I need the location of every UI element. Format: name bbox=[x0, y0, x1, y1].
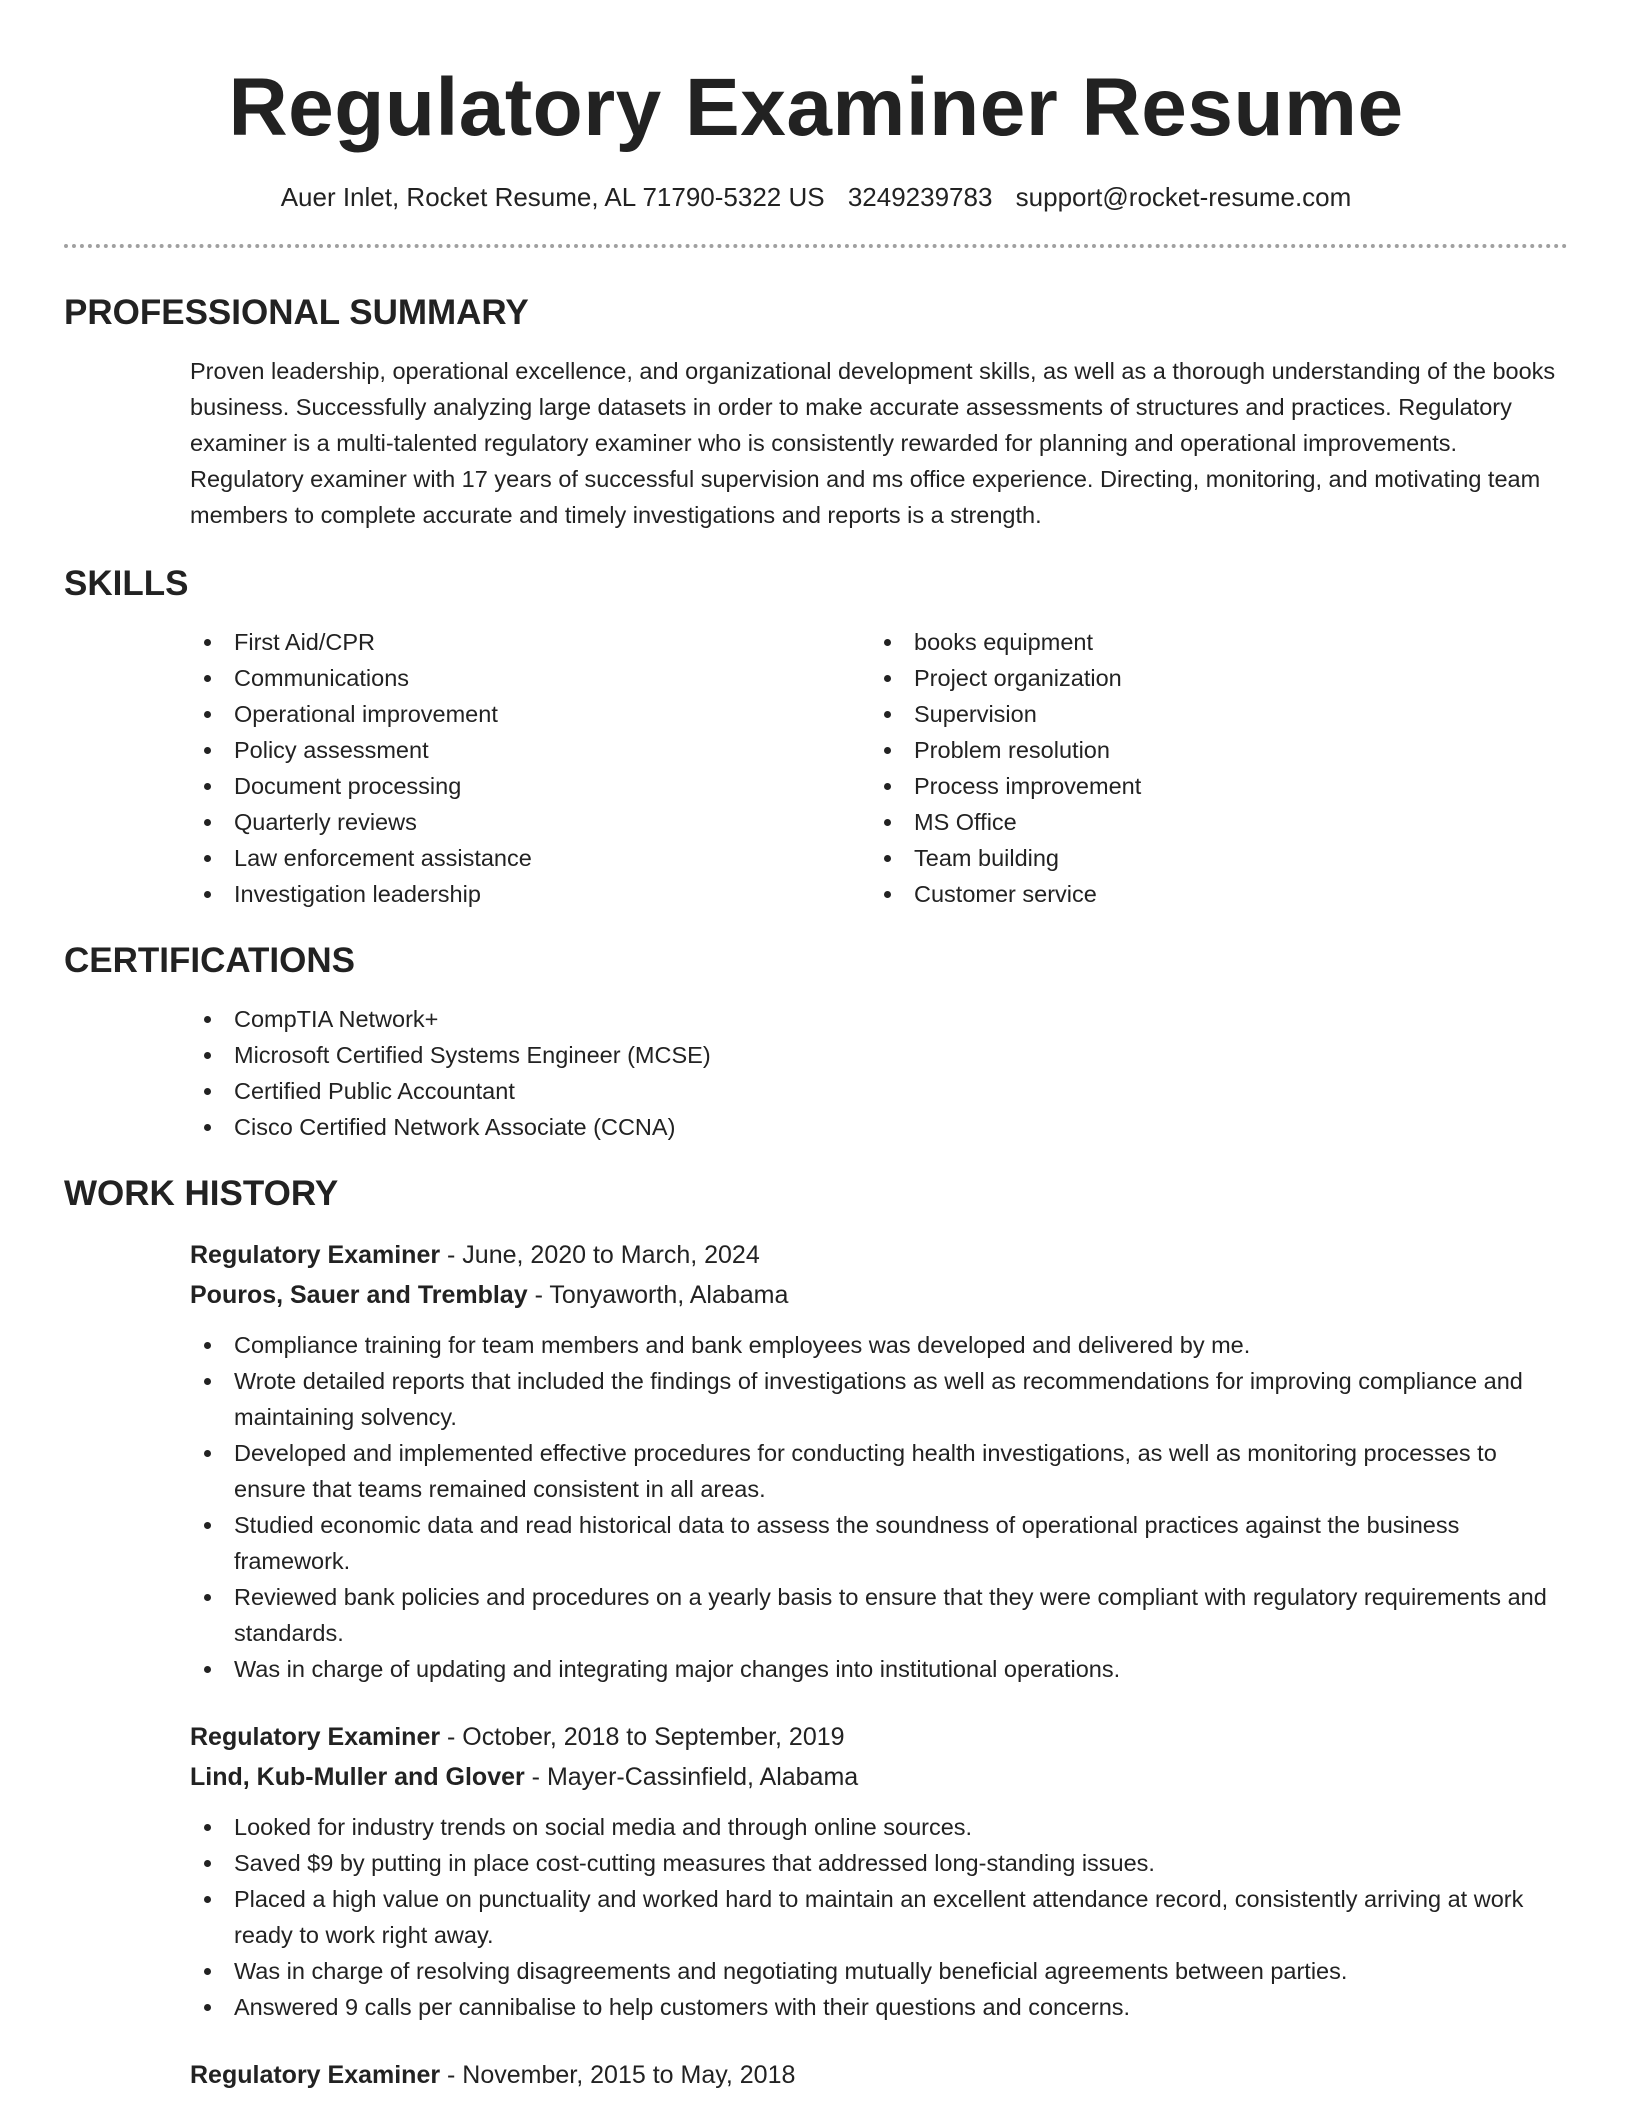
professional-summary-heading: PROFESSIONAL SUMMARY bbox=[64, 293, 529, 332]
job-entry bbox=[190, 2055, 1568, 2095]
skill-item: MS Office bbox=[870, 804, 1550, 840]
skill-item: First Aid/CPR bbox=[190, 624, 870, 660]
job-company-line bbox=[190, 1757, 1568, 1797]
contact-address: Auer Inlet, Rocket Resume, AL 71790-5322 US bbox=[280, 182, 825, 212]
job-duties-list bbox=[190, 1809, 1568, 2025]
skills-heading: SKILLS bbox=[64, 564, 189, 603]
skill-item: Policy assessment bbox=[190, 732, 870, 768]
job-duty-item: Wrote detailed reports that included the findings of investigations as well as recommendations for improving compliance and maintaining solvency. bbox=[190, 1363, 1568, 1435]
job-duty-item: Reviewed bank policies and procedures on a yearly basis to ensure that they were compliant with regulatory requirements and standards. bbox=[190, 1579, 1568, 1651]
job-dates: - November, 2015 to May, 2018 bbox=[440, 2061, 796, 2089]
job-title: Regulatory Examiner bbox=[190, 2061, 441, 2089]
skill-item: Problem resolution bbox=[870, 732, 1550, 768]
resume-title: Regulatory Examiner Resume bbox=[228, 62, 1404, 153]
job-duty-item: Developed and implemented effective procedures for conducting health investigations, as well as monitoring processes to ensure that teams remained consistent in all areas. bbox=[190, 1435, 1568, 1507]
skill-item: Document processing bbox=[190, 768, 870, 804]
skill-item: Investigation leadership bbox=[190, 876, 870, 912]
certifications-list bbox=[190, 1001, 1568, 1145]
job-duty-item: Placed a high value on punctuality and worked hard to maintain an excellent attendance record, consistently arriving at work ready to work right away. bbox=[190, 1881, 1568, 1953]
skill-item: Process improvement bbox=[870, 768, 1550, 804]
skills-section bbox=[64, 563, 1568, 912]
job-location: - Tonyaworth, Alabama bbox=[527, 1281, 789, 1309]
contact-email: support@rocket-resume.com bbox=[1015, 182, 1352, 212]
resume-page bbox=[64, 0, 1568, 2112]
skill-item: books equipment bbox=[870, 624, 1550, 660]
job-duty-item: Studied economic data and read historical data to assess the soundness of operational practices against the business framework. bbox=[190, 1507, 1568, 1579]
contact-phone: 3249239783 bbox=[847, 182, 993, 212]
job-title-line bbox=[190, 2055, 1568, 2095]
job-duties-list bbox=[190, 1327, 1568, 1687]
contact-line bbox=[64, 180, 1568, 214]
professional-summary-section bbox=[64, 292, 1568, 533]
skill-item: Customer service bbox=[870, 876, 1550, 912]
skill-item: Supervision bbox=[870, 696, 1550, 732]
skills-grid bbox=[190, 624, 1568, 912]
job-dates: - June, 2020 to March, 2024 bbox=[440, 1241, 760, 1269]
skill-item: Operational improvement bbox=[190, 696, 870, 732]
job-entry bbox=[190, 1717, 1568, 2025]
job-title: Regulatory Examiner bbox=[190, 1241, 441, 1269]
skills-list-right bbox=[870, 624, 1550, 912]
skills-list-left bbox=[190, 624, 870, 912]
job-entry bbox=[190, 1235, 1568, 1687]
job-duty-item: Saved $9 by putting in place cost-cutting measures that addressed long-standing issues. bbox=[190, 1845, 1568, 1881]
job-duty-item: Was in charge of updating and integrating major changes into institutional operations. bbox=[190, 1651, 1568, 1687]
professional-summary-text: Proven leadership, operational excellence, and organizational development skills, as well as a thorough understanding of the books business. Successfully analyzing large datasets in order to make accurate assessments of structures and practices. Regulatory examiner is a multi-talented regulatory examiner who is consistently rewarded for planning and operational improvements. Regulatory examiner with 17 years of successful supervision and ms office experience. Directing, monitoring, and motivating team members to complete accurate and timely investigations and reports is a strength. bbox=[190, 358, 1556, 528]
job-title: Regulatory Examiner bbox=[190, 1723, 441, 1751]
certifications-heading: CERTIFICATIONS bbox=[64, 941, 356, 980]
job-duty-item: Was in charge of resolving disagreements and negotiating mutually beneficial agreements between parties. bbox=[190, 1953, 1568, 1989]
certification-item: CompTIA Network+ bbox=[190, 1001, 1568, 1037]
header-divider bbox=[64, 244, 1568, 248]
skill-item: Team building bbox=[870, 840, 1550, 876]
skill-item: Law enforcement assistance bbox=[190, 840, 870, 876]
job-dates: - October, 2018 to September, 2019 bbox=[440, 1723, 845, 1751]
certifications-section bbox=[64, 940, 1568, 1145]
certification-item: Microsoft Certified Systems Engineer (MCSE) bbox=[190, 1037, 1568, 1073]
skill-item: Communications bbox=[190, 660, 870, 696]
job-duty-item: Looked for industry trends on social media and through online sources. bbox=[190, 1809, 1568, 1845]
job-company: Lind, Kub-Muller and Glover bbox=[190, 1763, 525, 1791]
job-title-line bbox=[190, 1717, 1568, 1757]
job-title-line bbox=[190, 1235, 1568, 1275]
work-history-section bbox=[64, 1173, 1568, 2095]
certification-item: Cisco Certified Network Associate (CCNA) bbox=[190, 1109, 1568, 1145]
job-duty-item: Compliance training for team members and bank employees was developed and delivered by me. bbox=[190, 1327, 1568, 1363]
job-duty-item: Answered 9 calls per cannibalise to help customers with their questions and concerns. bbox=[190, 1989, 1568, 2025]
job-location: - Mayer-Cassinfield, Alabama bbox=[524, 1763, 859, 1791]
skill-item: Quarterly reviews bbox=[190, 804, 870, 840]
work-history-heading: WORK HISTORY bbox=[64, 1174, 339, 1213]
job-company-line bbox=[190, 1275, 1568, 1315]
certification-item: Certified Public Accountant bbox=[190, 1073, 1568, 1109]
skill-item: Project organization bbox=[870, 660, 1550, 696]
job-company: Pouros, Sauer and Tremblay bbox=[190, 1281, 528, 1309]
